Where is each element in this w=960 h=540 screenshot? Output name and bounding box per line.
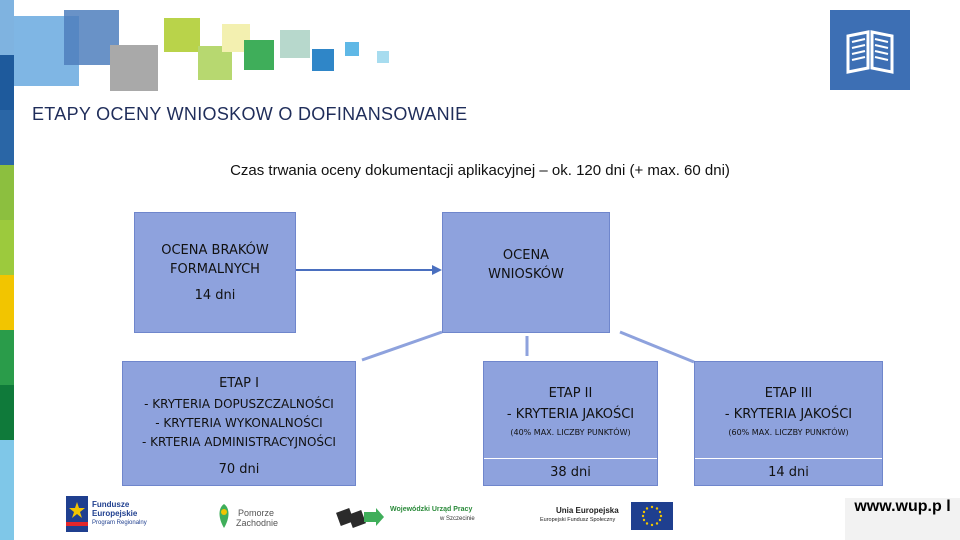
wup-logo <box>336 500 486 532</box>
eu-flag-icon <box>631 502 673 530</box>
eu-funds-star-icon <box>66 496 88 532</box>
stage-3-box <box>694 361 883 486</box>
eu-logo <box>540 502 675 534</box>
pomorze-griffin-icon <box>214 502 234 530</box>
pomorze-logo <box>214 502 284 532</box>
eu-funds-logo <box>66 496 156 534</box>
eu-funds-line2: Europejskie <box>92 509 138 518</box>
eu-line1: Unia Europejska <box>556 506 619 515</box>
formal-line1: OCENA BRAKÓW <box>161 243 269 258</box>
pomorze-line2: Zachodnie <box>236 518 279 528</box>
stage-3-title: ETAP III <box>764 386 813 401</box>
stage-1-box <box>122 361 356 486</box>
stage-1-title: ETAP I <box>219 376 259 391</box>
application-evaluation-box <box>442 212 610 333</box>
stage-3-note: (60% MAX. LICZBY PUNKTÓW) <box>728 428 849 437</box>
formal-check-box <box>134 212 296 333</box>
formal-line2: FORMALNYCH <box>170 262 260 277</box>
stage-2-days: 38 dni <box>550 465 591 480</box>
stage-1-criteria-1: - KRYTERIA DOPUSZCZALNOŚCI <box>144 397 334 411</box>
wup-line2: w Szczecinie <box>440 516 475 522</box>
stage-3-days: 14 dni <box>768 465 809 480</box>
stage-2-note: (40% MAX. LICZBY PUNKTÓW) <box>510 428 631 437</box>
pomorze-line1: Pomorze <box>238 508 275 518</box>
stage-2-box <box>483 361 658 486</box>
website-link[interactable]: www.wup.p l <box>845 498 960 540</box>
stage-2-title: ETAP II <box>548 386 593 401</box>
eu-line2: Europejski Fundusz Społeczny <box>540 517 616 523</box>
eu-funds-line1: Fundusze <box>92 500 130 509</box>
stage-1-criteria-3: - KRTERIA ADMINISTRACYJNOŚCI <box>142 435 336 449</box>
page-title: ETAPY OCENY WNIOSKOW O DOFINANSOWANIE <box>32 104 468 124</box>
eu-funds-line3: Program Regionalny <box>92 520 147 526</box>
stage-1-criteria-2: - KRYTERIA WYKONALNOŚCI <box>155 416 323 430</box>
subtitle: Czas trwania oceny dokumentacji aplikacyjnej – ok. 120 dni (+ max. 60 dni) <box>230 162 730 179</box>
stage-1-days: 70 dni <box>218 462 260 477</box>
ocena-line2: WNIOSKÓW <box>488 267 564 282</box>
stage-2-criteria: - KRYTERIA JAKOŚCI <box>506 407 635 422</box>
ocena-line1: OCENA <box>502 248 550 263</box>
wup-logo-icon <box>336 500 386 530</box>
footer-logos <box>0 494 960 540</box>
formal-days: 14 dni <box>194 288 236 303</box>
wup-line1: Wojewódzki Urząd Pracy <box>390 506 473 513</box>
stage-3-criteria: - KRYTERIA JAKOŚCI <box>724 407 853 422</box>
